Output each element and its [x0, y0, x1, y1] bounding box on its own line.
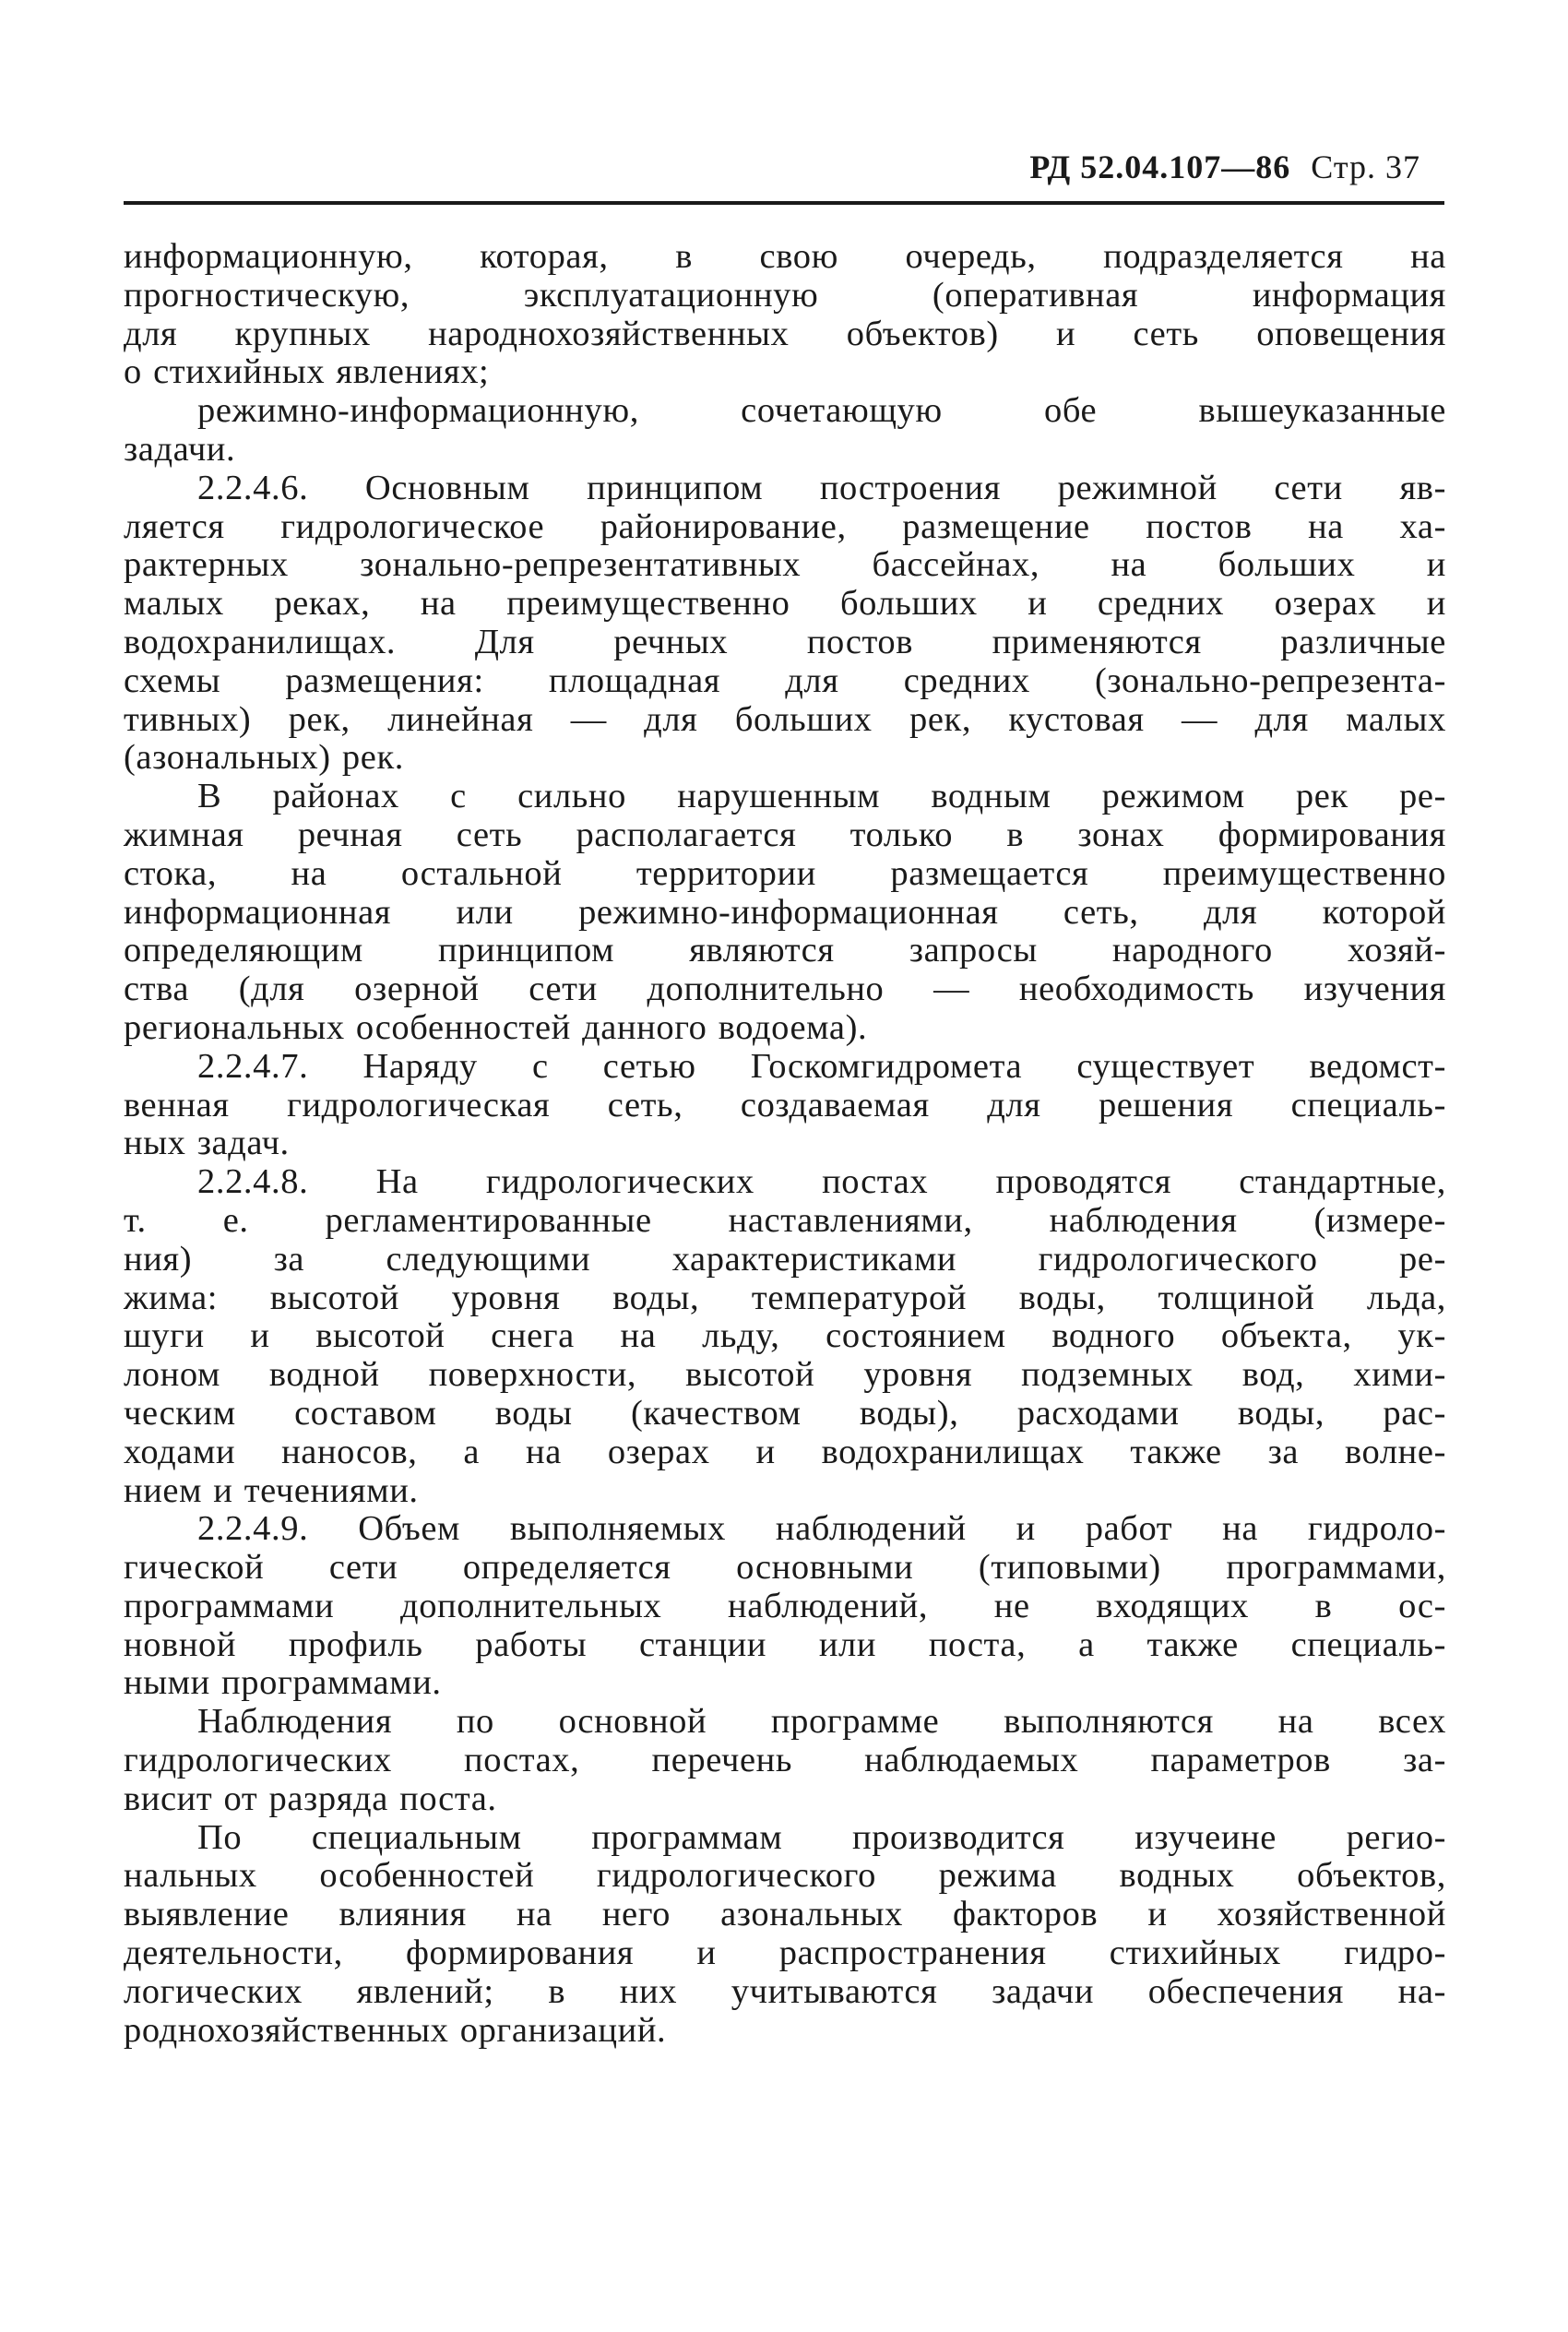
paragraph [124, 392, 1446, 470]
paragraph [124, 1510, 1446, 1703]
text-line: малых реках, на преимущественно больших и средних озерах и [124, 584, 1446, 624]
text-line: венная гидрологическая сеть, создаваемая для решения специаль- [124, 1085, 1446, 1124]
text-line: тивных) рек, линейная — для больших рек, кустовая — для малых [124, 699, 1446, 739]
paragraph [124, 1819, 1446, 2051]
text-line: программами дополнительных наблюдений, не входящих в ос- [124, 1586, 1446, 1625]
text-line: стока, на остальной территории размещается преимущественно [124, 853, 1446, 893]
text-line: ных задач. [124, 1124, 290, 1163]
text-line: водохранилищах. Для речных постов применяются различные [124, 622, 1446, 661]
text-line: ляется гидрологическое районирование, размещение постов на ха- [124, 506, 1446, 546]
text-line: ства (для озерной сети дополнительно — необходимость изучения [124, 970, 1446, 1009]
text-line: жимная речная сеть располагается только в зонах формирования [124, 815, 1446, 854]
text-line: жима: высотой уровня воды, температурой воды, толщиной льда, [124, 1278, 1446, 1317]
text-line: о стихийных явлениях; [124, 352, 490, 392]
text-line: новной профиль работы станции или поста, а также специаль- [124, 1624, 1446, 1664]
paragraph [124, 238, 1446, 392]
paragraph [124, 1163, 1446, 1510]
text-line: 2.2.4.8. На гидрологических постах проводятся стандартные, [197, 1162, 1446, 1202]
text-line: 2.2.4.7. Наряду с сетью Госкомгидромета существует ведомст- [197, 1046, 1446, 1086]
text-line: нием и течениями. [124, 1470, 419, 1510]
paragraph [124, 1703, 1446, 1818]
text-line: режимно-информационную, сочетающую обе вышеуказанные [197, 391, 1446, 431]
text-line: ческим составом воды (качеством воды), расходами воды, рас- [124, 1393, 1446, 1433]
text-line: выявление влияния на него азональных факторов и хозяйственной [124, 1895, 1446, 1934]
text-line: ния) за следующими характеристиками гидрологического ре- [124, 1239, 1446, 1279]
text-line: т. е. регламентированные наставлениями, наблюдения (измере- [124, 1200, 1446, 1240]
text-line: информационную, которая, в свою очередь, подразделяется на [124, 237, 1446, 276]
page-number: Стр. 37 [1311, 149, 1420, 185]
text-line: нальных особенностей гидрологического режима водных объектов, [124, 1856, 1446, 1896]
paragraph [124, 470, 1446, 778]
paragraph [124, 778, 1446, 1048]
page-header [1029, 148, 1420, 186]
text-line: рактерных зонально-репрезентативных бассейнах, на больших и [124, 545, 1446, 585]
text-line: 2.2.4.9. Объем выполняемых наблюдений и работ на гидроло- [197, 1509, 1446, 1549]
text-line: гической сети определяется основными (типовыми) программами, [124, 1548, 1446, 1588]
text-line: задачи. [124, 429, 236, 469]
text-line: лоном водной поверхности, высотой уровня подземных вод, хими- [124, 1355, 1446, 1395]
text-line: информационная или режимно-информационная сеть, для которой [124, 892, 1446, 932]
text-line: ходами наносов, а на озерах и водохранилищах также за волне- [124, 1432, 1446, 1471]
text-line: прогностическую, эксплуатационную (оперативная информация [124, 275, 1446, 315]
text-line: роднохозяйственных организаций. [124, 2010, 667, 2050]
text-line: региональных особенностей данного водоема). [124, 1007, 868, 1047]
text-line: Наблюдения по основной программе выполняются на всех [197, 1702, 1446, 1742]
text-line: гидрологических постах, перечень наблюдаемых параметров за- [124, 1741, 1446, 1780]
text-line: деятельности, формирования и распространения стихийных гидро- [124, 1933, 1446, 1973]
text-line: логических явлений; в них учитываются задачи обеспечения на- [124, 1971, 1446, 2011]
text-line: висит от разряда поста. [124, 1779, 497, 1818]
header-rule [124, 201, 1444, 205]
text-line: В районах с сильно нарушенным водным режимом рек ре- [197, 777, 1446, 816]
text-line: 2.2.4.6. Основным принципом построения режимной сети яв- [197, 468, 1446, 507]
text-line: схемы размещения: площадная для средних (зонально-репрезента- [124, 660, 1446, 700]
text-line: для крупных народнохозяйственных объектов) и сеть оповещения [124, 314, 1446, 353]
body-text [124, 238, 1446, 2050]
text-line: шуги и высотой снега на льду, состоянием водного объекта, ук- [124, 1316, 1446, 1356]
paragraph [124, 1048, 1446, 1163]
text-line: ными программами. [124, 1663, 442, 1703]
text-line: По специальным программам производится изучеине регио- [197, 1817, 1446, 1857]
text-line: определяющим принципом являются запросы народного хозяй- [124, 931, 1446, 970]
text-line: (азональных) рек. [124, 738, 404, 778]
document-code: РД 52.04.107—86 [1029, 149, 1291, 185]
